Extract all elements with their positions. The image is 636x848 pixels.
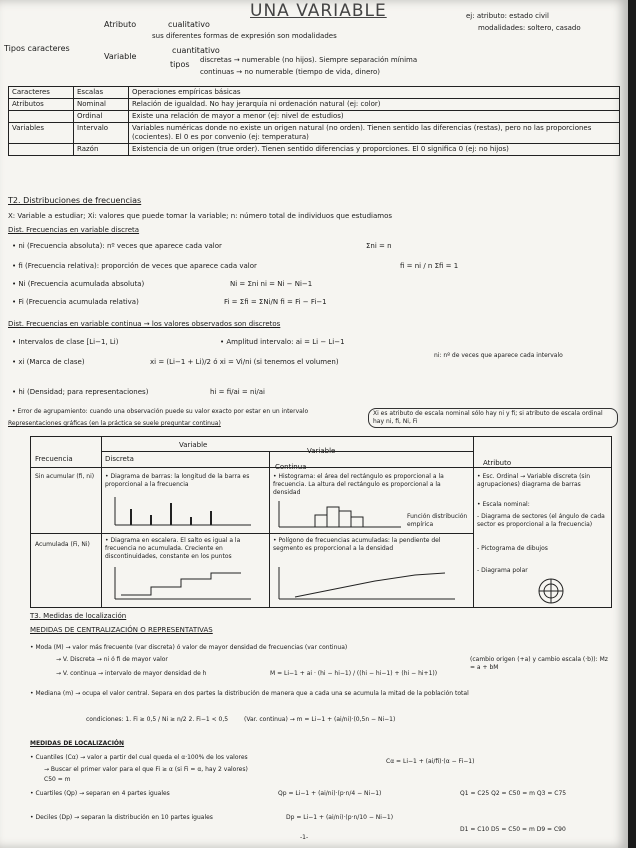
acumulada-label: Acumulada (Fi, Ni) bbox=[35, 541, 90, 548]
continua-header: Continua bbox=[275, 463, 307, 471]
ni-item: • ni (Frecuencia absoluta): nº veces que aparece cada valor bbox=[12, 242, 222, 250]
scales-table bbox=[8, 86, 620, 156]
ejemplo-atributo: ej: atributo: estado civil bbox=[466, 12, 549, 20]
table-header: Escalas bbox=[74, 87, 129, 99]
continuas-desc: continuas → no numerable (tiempo de vida, dinero) bbox=[200, 68, 381, 76]
table-cell: Nominal bbox=[74, 99, 129, 111]
cuantiles-formula: Cα = Li−1 + (ai/fi)·(α − Fi−1) bbox=[386, 758, 475, 765]
deciles-values: D1 = C10 D5 = C50 = m D9 = C90 bbox=[460, 826, 566, 833]
table-header-row bbox=[9, 87, 620, 99]
table-cell bbox=[9, 144, 74, 156]
cuartiles-values: Q1 = C25 Q2 = C50 = m Q3 = C75 bbox=[460, 790, 567, 797]
dist-discreta-heading: Dist. Frecuencias en variable discreta bbox=[8, 226, 140, 234]
table-cell: Razón bbox=[74, 144, 129, 156]
cuantitativo-label: cuantitativo bbox=[172, 46, 220, 55]
mediana-formula: (Var. continua) → m = Li−1 + (ai/ni)·(0,5n − Ni−1) bbox=[244, 716, 396, 723]
table-cell: Intervalo bbox=[74, 123, 129, 144]
table-header: Operaciones empíricas básicas bbox=[129, 87, 620, 99]
discreta-header: Discreta bbox=[105, 455, 134, 463]
fi-item: • fi (Frecuencia relativa): proporción de veces que aparece cada valor bbox=[12, 262, 257, 270]
cuartiles-formula: Qp = Li−1 + (ai/ni)·(p·n/4 − Ni−1) bbox=[278, 790, 382, 797]
histogram-sketch bbox=[275, 499, 405, 531]
marca-formula: xi = (Li−1 + Li)/2 ó xi = Vi/ni (si tenemos el volumen) bbox=[150, 358, 339, 366]
poligono-text: • Polígono de frecuencias acumuladas: la pendiente del segmento es proporcional a la densidad bbox=[273, 537, 441, 552]
marca-item: • xi (Marca de clase) bbox=[12, 358, 85, 366]
t3-heading: T3. Medidas de localización bbox=[30, 612, 127, 620]
table-cell: Variables bbox=[9, 123, 74, 144]
variable-header-2: Variable bbox=[307, 447, 336, 455]
table-cell: Relación de igualdad. No hay jerarquía ni ordenación natural (ej: color) bbox=[129, 99, 620, 111]
table-cell: Ordinal bbox=[74, 111, 129, 123]
moda-item: • Moda (M) → valor más frecuente (var discreta) ó valor de mayor densidad de frecuencias (var continua) bbox=[30, 644, 348, 651]
tipos-label: tipos bbox=[170, 60, 190, 69]
densidad-formula: hi = fi/ai = ni/ai bbox=[210, 388, 265, 396]
mediana-condiciones: condiciones: 1. Fi ≥ 0,5 / Ni ≥ n/2 2. Fi−1 < 0,5 bbox=[86, 716, 229, 723]
marca-note: ni: nº de veces que aparece cada intervalo bbox=[434, 352, 563, 359]
moda-formula: M = Li−1 + ai · (hi − hi−1) / ((hi − hi−1) + (hi − hi+1)) bbox=[270, 670, 438, 677]
intervalos-item: • Intervalos de clase [Li−1, Li) bbox=[12, 338, 119, 346]
staircase-sketch bbox=[111, 565, 261, 603]
table-cell bbox=[9, 111, 74, 123]
moda-continua: → V. continua → intervalo de mayor densidad de h bbox=[56, 670, 207, 677]
table-header: Caracteres bbox=[9, 87, 74, 99]
representaciones-heading: Representaciones gráficas (en la práctica se suele preguntar continua) bbox=[8, 420, 221, 427]
moda-note: (cambio origen (+a) y cambio escala (·b)): Mz = a + bM bbox=[470, 656, 608, 671]
cuantiles-item: • Cuantiles (Cα) → valor a partir del cual queda el α·100% de los valores bbox=[30, 754, 248, 761]
bar-chart-sketch bbox=[111, 495, 261, 529]
ni-formula: Σni = n bbox=[366, 242, 392, 250]
funcion-distribucion-text: Función distribución empírica bbox=[407, 513, 468, 528]
deciles-item: • Deciles (Dp) → separan la distribución en 10 partes iguales bbox=[30, 814, 213, 821]
fi-formula: fi = ni / n Σfi = 1 bbox=[400, 262, 459, 270]
atributo-desc: sus diferentes formas de expresión son modalidades bbox=[152, 32, 337, 40]
frecuencia-header: Frecuencia bbox=[35, 455, 73, 463]
polar-diagram-sketch bbox=[531, 577, 571, 605]
atributo-header: Atributo bbox=[483, 459, 512, 467]
Fi-item: • Fi (Frecuencia acumulada relativa) bbox=[12, 298, 139, 306]
table-cell: Variables numéricas donde no existe un origen natural (no orden). Tienen sentido las diferencias (restas), pero no las proporciones (cocientes). El 0 es por convenio (ej: temperatura) bbox=[129, 123, 620, 144]
densidad-item: • hi (Densidad; para representaciones) bbox=[12, 388, 149, 396]
moda-discreta: → V. Discreta → ni ó fi de mayor valor bbox=[56, 656, 168, 663]
diagrama-barras-text: • Diagrama de barras: la longitud de la barra es proporcional a la frecuencia bbox=[105, 473, 250, 488]
table-row bbox=[9, 111, 620, 123]
amplitud-item: • Amplitud intervalo: ai = Li − Li−1 bbox=[220, 338, 345, 346]
cualitativo-label: cualitativo bbox=[168, 20, 210, 29]
escalera-text: • Diagrama en escalera. El salto es igual a la frecuencia no acumulada. Creciente en discontinuidades, constante en los puntos bbox=[105, 537, 241, 560]
table-cell: Existe una relación de mayor a menor (ej: nivel de estudios) bbox=[129, 111, 620, 123]
t2-heading: T2. Distribuciones de frecuencias bbox=[8, 196, 142, 205]
table-row bbox=[9, 123, 620, 144]
t2-definitions: X: Variable a estudiar; Xi: valores que puede tomar la variable; n: número total de individuos que estudiamos bbox=[8, 212, 393, 220]
atributo-nominal-text: • Escala nominal: bbox=[477, 501, 530, 508]
table-cell: Atributos bbox=[9, 99, 74, 111]
variable-label: Variable bbox=[104, 52, 137, 61]
histograma-text: • Histograma: el área del rectángulo es proporcional a la frecuencia. La altura del rectángulo es proporcional a la densidad bbox=[273, 473, 444, 496]
dist-continua-heading: Dist. Frecuencias en variable continua → los valores observados son discretos bbox=[8, 320, 281, 328]
Ni-item: • Ni (Frecuencia acumulada absoluta) bbox=[12, 280, 145, 288]
sin-acumular-label: Sin acumular (fi, ni) bbox=[35, 473, 95, 480]
page-title: UNA VARIABLE bbox=[250, 1, 387, 21]
localizacion-heading: MEDIDAS DE LOCALIZACIÓN bbox=[30, 740, 125, 747]
Fi-formula: Fi = Σfi = ΣNi/N fi = Fi − Fi−1 bbox=[224, 298, 327, 306]
error-note: Xi es atributo de escala nominal sólo hay ni y fi; si atributo de escala ordinal hay ni, fi, Ni, Fi bbox=[368, 408, 618, 428]
cuantiles-detail: → Buscar el primer valor para el que Fi ≥ α (si Fi = α, hay 2 valores) bbox=[44, 766, 248, 773]
polygon-sketch bbox=[275, 565, 465, 603]
discretas-desc: discretas → numerable (no hijos). Siempre separación mínima bbox=[200, 56, 418, 64]
ejemplo-modalidades: modalidades: soltero, casado bbox=[478, 24, 581, 32]
atributo-ordinal-text: • Esc. Ordinal → Variable discreta (sin agrupaciones) diagrama de barras bbox=[477, 473, 591, 488]
cuartiles-item: • Cuartiles (Qp) → separan en 4 partes iguales bbox=[30, 790, 170, 797]
error-item: • Error de agrupamiento: cuando una observación puede su valor exacto por estar en un intervalo bbox=[12, 408, 309, 415]
table-cell: Existencia de un origen (true order). Tienen sentido diferencias y proporciones. El 0 significa 0 (ej: no hijos) bbox=[129, 144, 620, 156]
graph-table bbox=[30, 436, 612, 608]
deciles-formula: Dp = Li−1 + (ai/ni)·(p·n/10 − Ni−1) bbox=[286, 814, 394, 821]
centralizacion-heading: MEDIDAS DE CENTRALIZACIÓN O REPRESENTATIVAS bbox=[30, 626, 213, 634]
page-number: -1- bbox=[300, 834, 309, 841]
table-row bbox=[9, 99, 620, 111]
Ni-formula: Ni = Σni ni = Ni − Ni−1 bbox=[230, 280, 313, 288]
tipos-caracteres: Tipos caracteres bbox=[4, 44, 70, 53]
table-row bbox=[9, 144, 620, 156]
variable-header: Variable bbox=[179, 441, 208, 449]
c50-value: C50 = m bbox=[44, 776, 71, 783]
diagrama-polar-text: - Diagrama polar bbox=[477, 567, 528, 574]
pictograma-text: - Pictograma de dibujos bbox=[477, 545, 548, 552]
atributo-label: Atributo bbox=[104, 20, 137, 29]
mediana-item: • Mediana (m) → ocupa el valor central. Separa en dos partes la distribución de manera que a cada una se acumula la mitad de la población total bbox=[30, 690, 469, 697]
diagrama-sectores-text: - Diagrama de sectores (el ángulo de cada sector es proporcional a la frecuencia) bbox=[477, 513, 605, 528]
